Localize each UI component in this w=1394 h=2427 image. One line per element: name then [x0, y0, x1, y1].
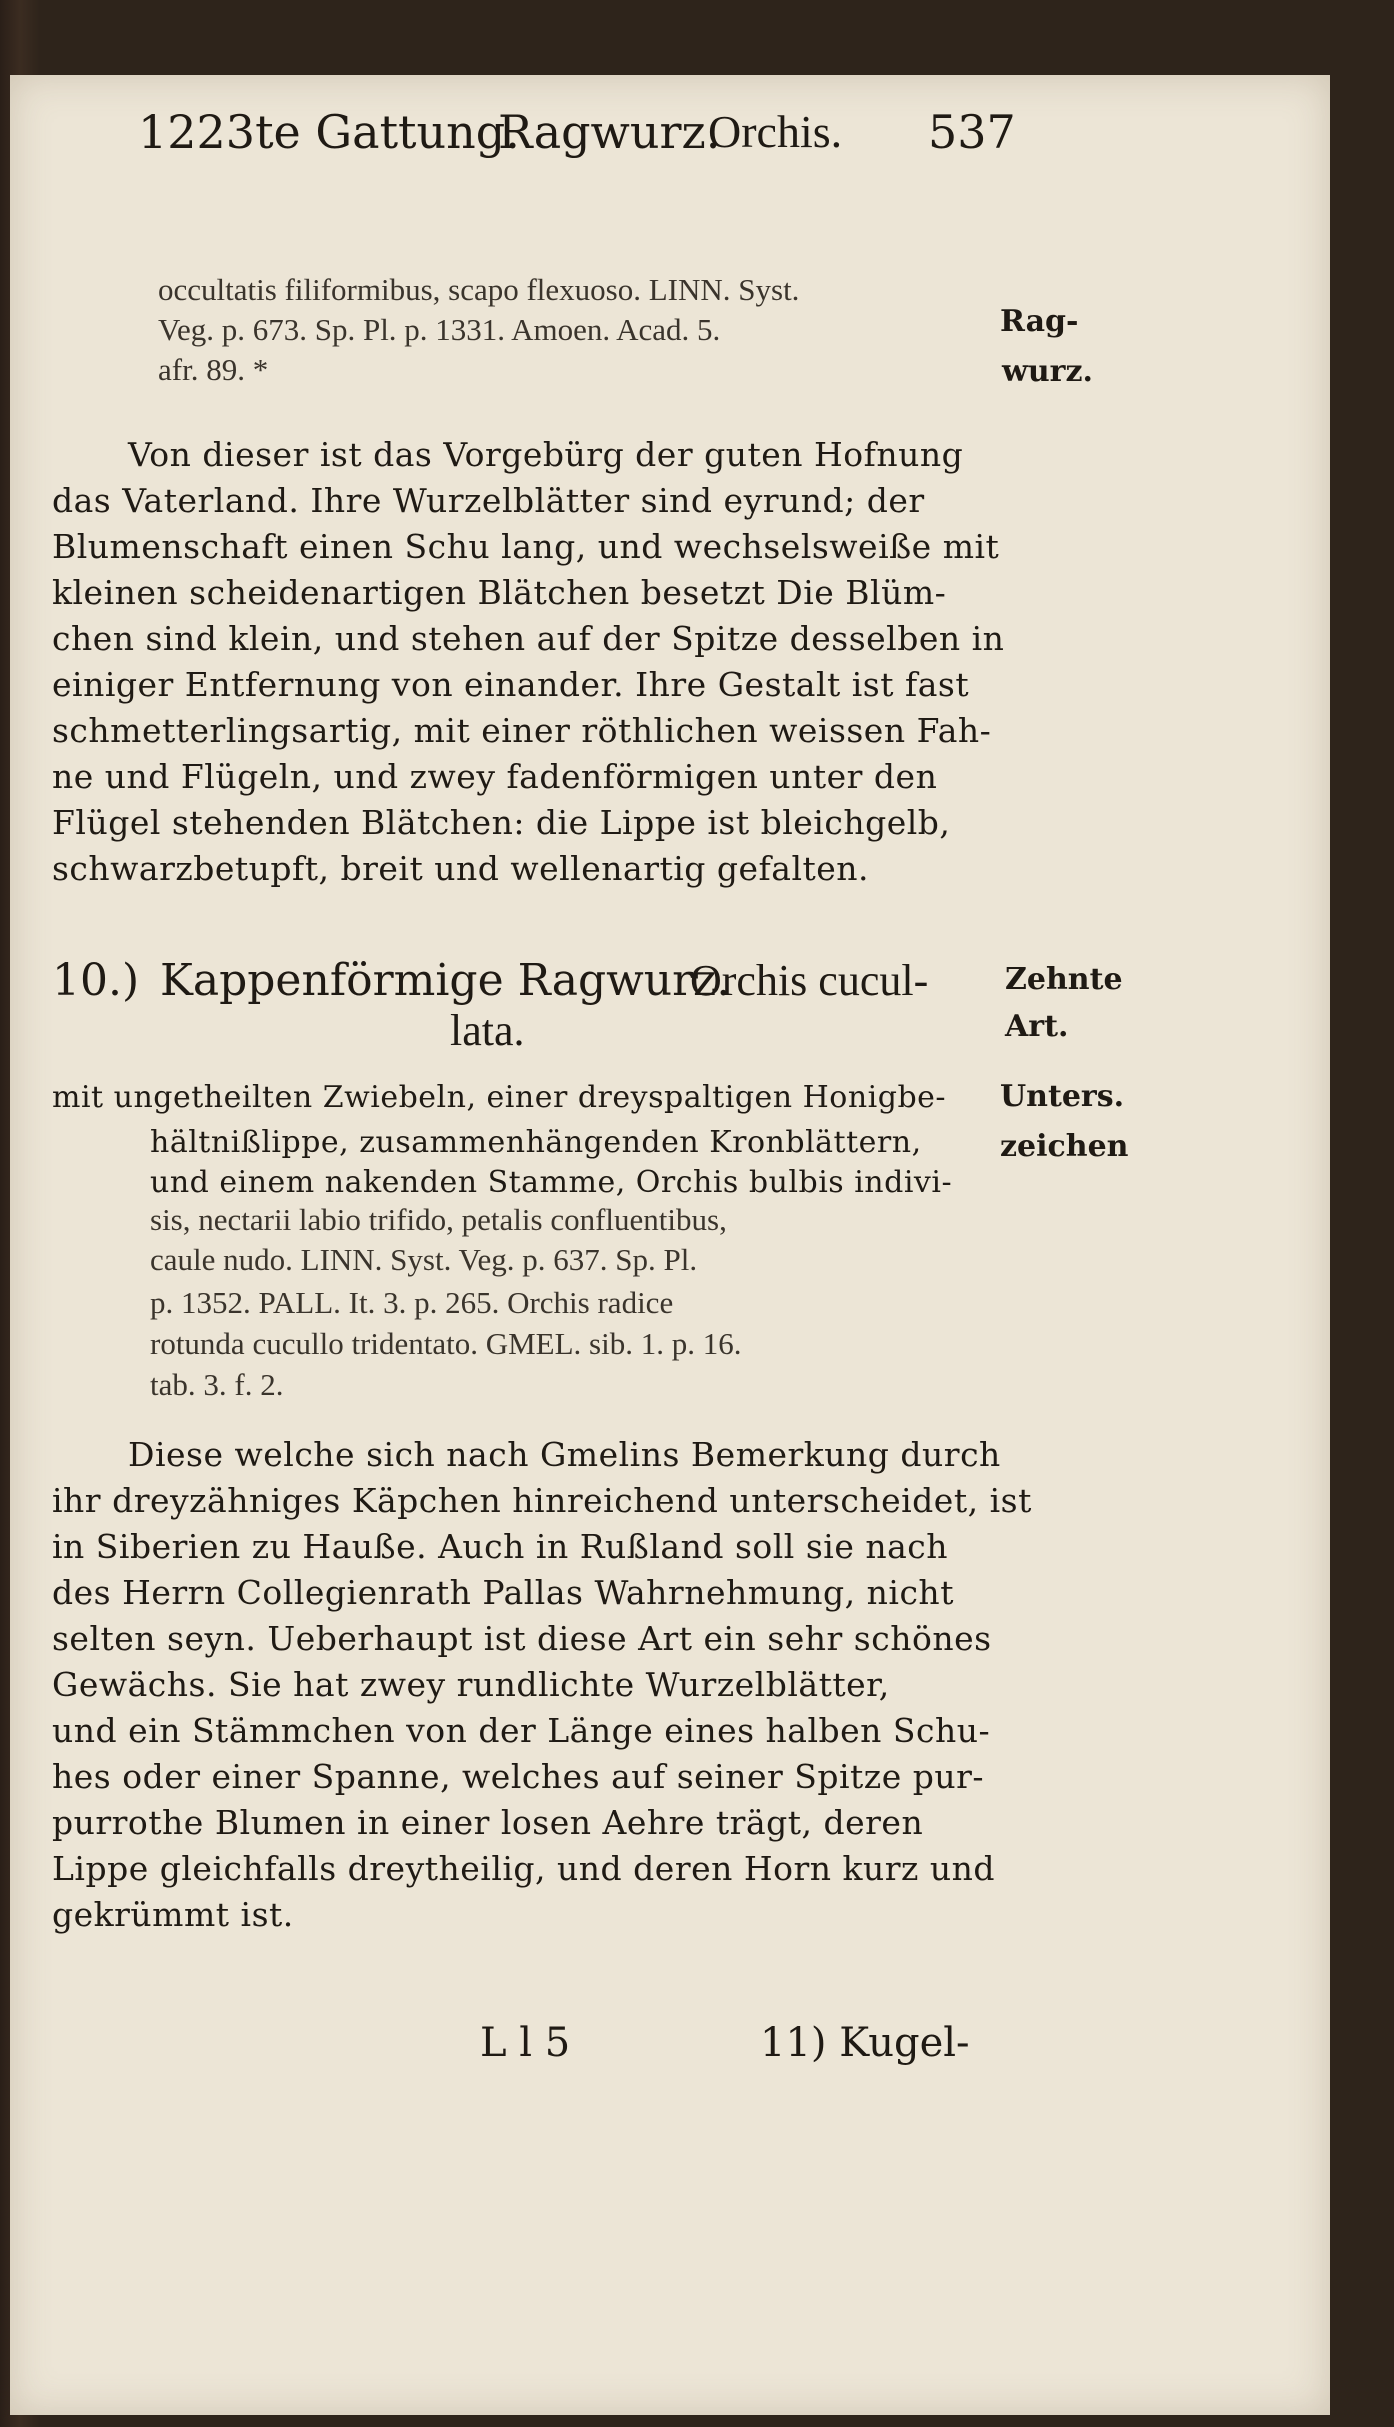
genus-number: 1223te Gattung. [138, 105, 520, 159]
text-line: ne und Flügeln, und zwey fadenförmigen unter den [52, 757, 938, 796]
ref-line: caule nudo. LINN. Syst. Veg. p. 637. Sp. Pl. [150, 1242, 698, 1277]
margin-note: wurz. [1002, 354, 1093, 389]
ref-line: tab. 3. f. 2. [150, 1367, 284, 1402]
text-line: kleinen scheidenartigen Blätchen besetzt Die Blüm- [52, 573, 947, 612]
text-line: schwarzbetupft, breit und wellenartig gefalten. [52, 849, 870, 888]
text-line: Von dieser ist das Vorgebürg der guten Hofnung [128, 435, 964, 474]
catchword: 11) Kugel- [760, 2020, 970, 2066]
text-line: Lippe gleichfalls dreytheilig, und deren Horn kurz und [52, 1849, 996, 1888]
genus-name: Ragwurz. [498, 105, 721, 159]
ref-line: p. 1352. PALL. It. 3. p. 265. Orchis radice [150, 1285, 674, 1320]
text-line: schmetterlingsartig, mit einer röthlichen weissen Fah- [52, 711, 992, 750]
ref-line: Veg. p. 673. Sp. Pl. p. 1331. Amoen. Acad. 5. [158, 312, 721, 347]
text-line: des Herrn Collegienrath Pallas Wahrnehmung, nicht [52, 1573, 954, 1612]
ref-line: rotunda cucullo tridentato. GMEL. sib. 1. p. 16. [150, 1326, 742, 1361]
margin-note: Unters. [1000, 1079, 1125, 1114]
text-line: hältnißlippe, zusammenhängenden Kronblättern, [150, 1125, 922, 1160]
text-line: Flügel stehenden Blätchen: die Lippe ist bleichgelb, [52, 803, 951, 842]
text-line: Diese welche sich nach Gmelins Bemerkung durch [128, 1435, 1001, 1474]
margin-note: zeichen [1000, 1129, 1129, 1164]
margin-note: Rag- [1000, 304, 1079, 339]
text-line: ihr dreyzähniges Käpchen hinreichend unterscheidet, ist [52, 1481, 1032, 1520]
text-line: und einem nakenden Stamme, Orchis bulbis indivi- [150, 1165, 953, 1200]
species-name: Kappenförmige Ragwurz. [160, 955, 731, 1006]
text-line: in Siberien zu Hauße. Auch in Rußland soll sie nach [52, 1527, 949, 1566]
species-latin-cont: lata. [450, 1006, 525, 1055]
text-line: einiger Entfernung von einander. Ihre Gestalt ist fast [52, 665, 970, 704]
ref-line: sis, nectarii labio trifido, petalis confluentibus, [150, 1202, 727, 1237]
text-line: das Vaterland. Ihre Wurzelblätter sind eyrund; der [52, 481, 925, 520]
running-header [128, 105, 1128, 175]
species-number: 10.) [52, 955, 140, 1006]
ref-line: afr. 89. * [158, 352, 269, 387]
text-line: und ein Stämmchen von der Länge eines halben Schu- [52, 1711, 991, 1750]
text-line: selten seyn. Ueberhaupt ist diese Art ein sehr schönes [52, 1619, 992, 1658]
margin-note: Art. [1005, 1009, 1069, 1044]
genus-latin: Orchis. [708, 106, 843, 157]
text-line: purrothe Blumen in einer losen Aehre trägt, deren [52, 1803, 924, 1842]
signature-mark: L l 5 [480, 2020, 571, 2066]
text-line: hes oder einer Spanne, welches auf seiner Spitze pur- [52, 1757, 985, 1796]
page-number: 537 [928, 105, 1016, 159]
text-line: Gewächs. Sie hat zwey rundlichte Wurzelblätter, [52, 1665, 890, 1704]
ref-line: occultatis filiformibus, scapo flexuoso. LINN. Syst. [158, 272, 800, 307]
text-line: gekrümmt ist. [52, 1895, 294, 1934]
margin-note: Zehnte [1005, 962, 1123, 997]
text-line: Blumenschaft einen Schu lang, und wechselsweiße mit [52, 527, 1000, 566]
species-latin: Orchis cucul- [690, 956, 929, 1005]
text-line: chen sind klein, und stehen auf der Spitze desselben in [52, 619, 1005, 658]
text-line: mit ungetheilten Zwiebeln, einer dreyspaltigen Honigbe- [52, 1080, 947, 1115]
